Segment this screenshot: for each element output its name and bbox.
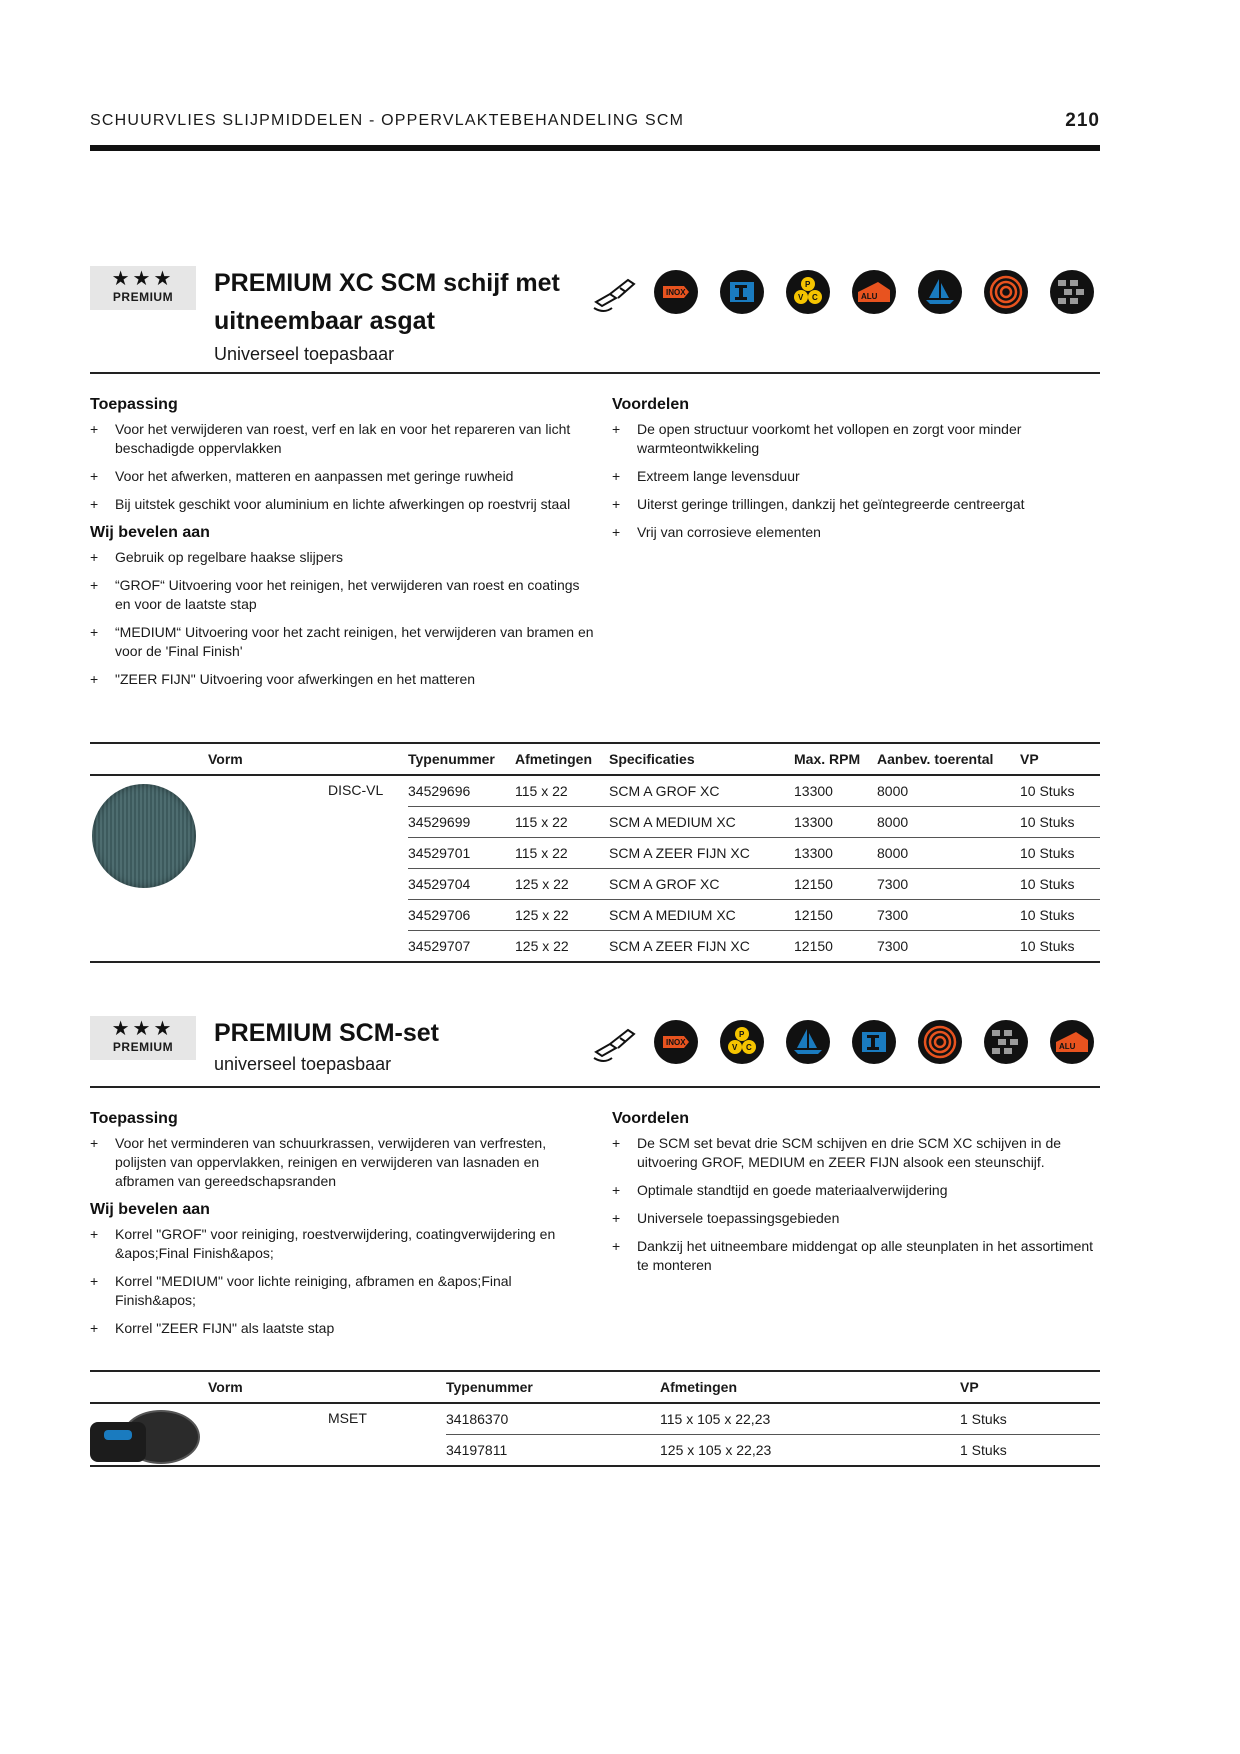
wij-bevelen-heading: Wij bevelen aan (90, 1201, 210, 1218)
wood-icon (918, 1020, 962, 1064)
list-item: + "ZEER FIJN" Uitvoering voor afwerkingen en het matteren (90, 670, 595, 689)
svg-text:C: C (812, 293, 818, 302)
grinder-icon (590, 1018, 638, 1066)
table-cell: 10 Stuks (1020, 931, 1100, 963)
table-cell: 1 Stuks (960, 1435, 1100, 1467)
list-item: + “GROF“ Uitvoering voor het reinigen, het verwijderen van roest en coatings en voor de laatste stap (90, 576, 595, 614)
boat-icon (918, 270, 962, 314)
svg-text:P: P (739, 1030, 745, 1039)
table-cell: 115 x 105 x 22,23 (660, 1403, 960, 1435)
product-image-cell (90, 1403, 446, 1466)
steel-beam-icon (852, 1020, 896, 1064)
column-header: VP (960, 1371, 1100, 1403)
table-header-row (90, 743, 1100, 775)
list-item: + Vrij van corrosieve elementen (612, 523, 1100, 542)
list-item: + Voor het afwerken, matteren en aanpassen met geringe ruwheid (90, 467, 595, 486)
svg-text:ALU: ALU (861, 292, 878, 301)
list-item: + De SCM set bevat drie SCM schijven en drie SCM XC schijven in de uitvoering GROF, MEDIUM en ZEER FIJN alsook een steunschijf. (612, 1134, 1100, 1172)
table-cell: 13300 (794, 775, 877, 807)
svg-text:V: V (732, 1043, 738, 1052)
table-cell: 1 Stuks (960, 1403, 1100, 1435)
steel-beam-icon (720, 270, 764, 314)
vorm-value: DISC-VL (328, 782, 384, 798)
table-cell: 125 x 22 (515, 869, 609, 900)
table-cell: 34197811 (446, 1435, 660, 1467)
column-header: Typenummer (446, 1371, 660, 1403)
wij-bevelen-list (90, 548, 595, 689)
table-cell: 7300 (877, 931, 1020, 963)
table-cell: 10 Stuks (1020, 838, 1100, 869)
svg-text:INOX: INOX (666, 1038, 686, 1047)
alu-icon (1050, 1020, 1094, 1064)
svg-text:C: C (746, 1043, 752, 1052)
right-column (612, 1110, 1100, 1285)
list-item: + Extreem lange levensduur (612, 467, 1100, 486)
table-cell: 34529707 (408, 931, 515, 963)
page-header-title: SCHUURVLIES SLIJPMIDDELEN - OPPERVLAKTEBEHANDELING SCM (90, 112, 685, 129)
right-column (612, 396, 1100, 552)
product-table (90, 1370, 1100, 1467)
table-cell: 125 x 105 x 22,23 (660, 1435, 960, 1467)
table-cell: 34529699 (408, 807, 515, 838)
list-item: + Voor het verwijderen van roest, verf en lak en voor het repareren van licht beschadigde oppervlakken (90, 420, 595, 458)
star-rating-icon: ★★★ (111, 1018, 175, 1040)
stone-icon (1050, 270, 1094, 314)
inox-icon (654, 270, 698, 314)
scm-disc-image (92, 784, 196, 888)
inox-icon (654, 1020, 698, 1064)
table-cell: 13300 (794, 807, 877, 838)
column-header: Vorm (90, 743, 408, 775)
toepassing-heading: Toepassing (90, 1110, 178, 1127)
scm-set-image (90, 1410, 198, 1464)
section-divider (90, 372, 1100, 374)
table-cell: 34529701 (408, 838, 515, 869)
left-column (90, 396, 595, 699)
list-item: + Gebruik op regelbare haakse slijpers (90, 548, 595, 567)
toepassing-list (90, 1134, 595, 1191)
voordelen-list (612, 420, 1100, 542)
page-header (90, 112, 1100, 152)
table-cell: 34529706 (408, 900, 515, 931)
list-item: + Dankzij het uitneembare middengat op alle steunplaten in het assortiment te monteren (612, 1237, 1100, 1275)
toepassing-list (90, 420, 595, 514)
table-cell: 34186370 (446, 1403, 660, 1435)
table-cell: SCM A ZEER FIJN XC (609, 931, 794, 963)
table-row (90, 775, 1100, 807)
column-header: Aanbev. toerental (877, 743, 1020, 775)
list-item: + Uiterst geringe trillingen, dankzij het geïntegreerde centreergat (612, 495, 1100, 514)
product-image-cell (90, 775, 408, 962)
product-title-line2: uitneembaar asgat (214, 307, 435, 335)
grinder-icon (590, 268, 638, 316)
product-subtitle: Universeel toepasbaar (214, 344, 395, 364)
table-cell: SCM A MEDIUM XC (609, 807, 794, 838)
list-item: + Optimale standtijd en goede materiaalverwijdering (612, 1181, 1100, 1200)
list-item: + De open structuur voorkomt het vollopen en zorgt voor minder warmteontwikkeling (612, 420, 1100, 458)
column-header: VP (1020, 743, 1100, 775)
column-header: Afmetingen (660, 1371, 960, 1403)
table-cell: 34529704 (408, 869, 515, 900)
pvc-icon (720, 1020, 764, 1064)
list-item: + Bij uitstek geschikt voor aluminium en lichte afwerkingen op roestvrij staal (90, 495, 595, 514)
voordelen-heading: Voordelen (612, 396, 690, 413)
list-item: + Korrel "GROF" voor reiniging, roestverwijdering, coatingverwijdering en &apos;Final Finish&apos; (90, 1225, 595, 1263)
material-icons (654, 270, 1094, 314)
list-item: + “MEDIUM“ Uitvoering voor het zacht reinigen, het verwijderen van bramen en voor de 'Final Finish' (90, 623, 595, 661)
svg-text:ALU: ALU (1059, 1042, 1076, 1051)
table-cell: 10 Stuks (1020, 807, 1100, 838)
list-item: + Voor het verminderen van schuurkrassen, verwijderen van verfresten, polijsten van oppervlakken, reinigen en verwijderen van lasnaden en afbramen van gereedschapsranden (90, 1134, 595, 1191)
vorm-value: MSET (328, 1410, 367, 1426)
table-cell: SCM A MEDIUM XC (609, 900, 794, 931)
header-rule (90, 145, 1100, 151)
table-cell: 115 x 22 (515, 807, 609, 838)
product-subtitle: universeel toepasbaar (214, 1054, 392, 1074)
premium-label: PREMIUM (112, 290, 174, 304)
toepassing-heading: Toepassing (90, 396, 178, 413)
table-header-row (90, 1371, 1100, 1403)
column-header: Afmetingen (515, 743, 609, 775)
wood-icon (984, 270, 1028, 314)
table-cell: 115 x 22 (515, 838, 609, 869)
material-icons (654, 1020, 1094, 1064)
table-cell: 10 Stuks (1020, 775, 1100, 807)
product-title-line1: PREMIUM XC SCM schijf met (214, 269, 560, 297)
product-title: PREMIUM SCM-set (214, 1019, 440, 1047)
page-number: 210 (1065, 110, 1100, 131)
list-item: + Universele toepassingsgebieden (612, 1209, 1100, 1228)
table-row (90, 1403, 1100, 1435)
product-table (90, 742, 1100, 963)
voordelen-list (612, 1134, 1100, 1275)
table-cell: 8000 (877, 807, 1020, 838)
left-column (90, 1110, 595, 1348)
table-cell: 125 x 22 (515, 900, 609, 931)
table-cell: 13300 (794, 838, 877, 869)
premium-badge (90, 266, 196, 310)
boat-icon (786, 1020, 830, 1064)
table-cell: SCM A GROF XC (609, 775, 794, 807)
table-cell: 115 x 22 (515, 775, 609, 807)
svg-text:P: P (805, 280, 811, 289)
column-header: Max. RPM (794, 743, 877, 775)
star-rating-icon: ★★★ (111, 268, 175, 290)
column-header: Vorm (90, 1371, 446, 1403)
list-item: + Korrel "MEDIUM" voor lichte reiniging, afbramen en &apos;Final Finish&apos; (90, 1272, 595, 1310)
table-cell: 8000 (877, 775, 1020, 807)
svg-text:INOX: INOX (666, 288, 686, 297)
table-cell: SCM A ZEER FIJN XC (609, 838, 794, 869)
table-cell: 7300 (877, 900, 1020, 931)
svg-text:V: V (798, 293, 804, 302)
premium-label: PREMIUM (112, 1040, 174, 1054)
wij-bevelen-heading: Wij bevelen aan (90, 524, 210, 541)
column-header: Specificaties (609, 743, 794, 775)
product-title (214, 264, 560, 340)
wij-bevelen-list (90, 1225, 595, 1338)
table-cell: 8000 (877, 838, 1020, 869)
table-cell: 12150 (794, 931, 877, 963)
stone-icon (984, 1020, 1028, 1064)
voordelen-heading: Voordelen (612, 1110, 690, 1127)
list-item: + Korrel "ZEER FIJN" als laatste stap (90, 1319, 595, 1338)
table-cell: 12150 (794, 869, 877, 900)
table-cell: SCM A GROF XC (609, 869, 794, 900)
section-divider (90, 1086, 1100, 1088)
table-cell: 125 x 22 (515, 931, 609, 963)
table-cell: 10 Stuks (1020, 869, 1100, 900)
alu-icon (852, 270, 896, 314)
pvc-icon (786, 270, 830, 314)
premium-badge (90, 1016, 196, 1060)
table-cell: 7300 (877, 869, 1020, 900)
table-cell: 34529696 (408, 775, 515, 807)
column-header: Typenummer (408, 743, 515, 775)
table-cell: 12150 (794, 900, 877, 931)
table-cell: 10 Stuks (1020, 900, 1100, 931)
